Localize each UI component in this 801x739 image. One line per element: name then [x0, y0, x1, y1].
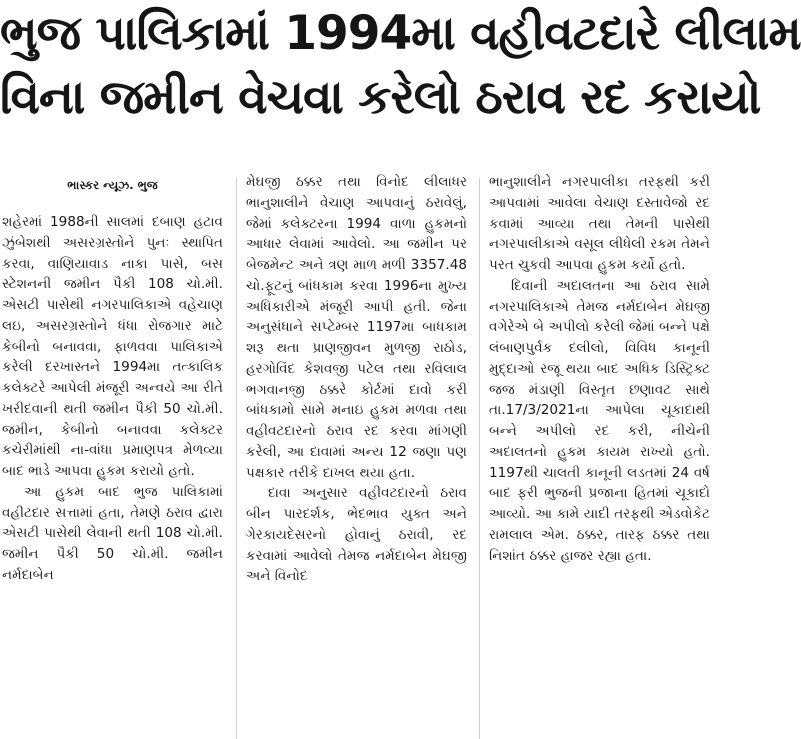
article-column-3: [489, 172, 710, 566]
paragraph: આ હુકમ બાદ ભુજ પાલિકામાં વહીટદાર સત્તામાં હતા, તેમણે ઠરાવ દ્વારા એસટી પાસેથી લેવાની થતી 108 ચો.મી. જમીન પૈકી 50 ચો.મી. જમીન નર્મદાબેન: [2, 483, 223, 583]
paragraph: ભાનુશાલીને નગરપાલીકા તરફથી કરી આપવામાં આવેલા વેચાણ દસ્તાવેજો રદ કવામાં આવ્યા તથા તેમની પાસેથી નગરપાલીકાએ વસૂલ લીધેલી રકમ તેમને પરત ચુકવી આપવા હુકમ કર્યો હતો.: [489, 174, 710, 273]
headline-line-2: વિના જમીન વેચવા કરેલો ઠરાવ રદ કરાયો: [0, 70, 761, 125]
article-column-2: [246, 172, 467, 587]
headline-line-1: ભુજ પાલિકામાં 1994મા વહીવટદારે લીલામ: [0, 6, 801, 61]
article-column-1: [2, 172, 223, 586]
headline: [0, 2, 801, 130]
paragraph: દિવાની અદાલતના આ ઠરાવ સામે નગરપાલિકાએ તેમજ નર્મદાબેન મેઘજી વગેરેએ બે અપીલો કરેલી જેમાં બન્ને પક્ષે લંબાણપુર્વક દલીલો, વિવિધ કાનૂની મુદ્દાઓ રજૂ થયા બાદ અધિક ડિસ્ટ્રિક્ટ જજ મંડાણી વિસ્તૃત છણાવટ સાથે તા.17/3/2021ના આપેલા ચૂકાદાથી બન્ને અપીલો રદ કરી, નીચેની અદાલતનો હુકમ કાયમ રાખ્યો હતો. 1197થી ચાલતી કાનૂની લડતમાં 24 વર્ષ બાદ ફરી ભુજની પ્રજાના હિતમાં ચૂકાદો આવ્યો. આ કામે યાદી તરફથી એડવોકેટ રામલાલ એમ. ઠક્કર, તારફ ઠક્કર તથા નિશાંત ઠક્કર હાજર રહ્યા હતા.: [489, 277, 710, 564]
paragraph: શહેરમાં 1988ની સાલમાં દબાણ હટાવ ઝુંબેશથી અસરગ્રસ્તોને પુનઃ સ્થાપિત કરવા, વાણિયાવાડ નાકા પાસે, બસ સ્ટેશનની જમીન પૈકી 108 ચો.મી. એસટી પાસેથી નગરપાલિકાએ વહેચાણ લઇ, અસરગ્રસ્તોને ધંધા રોજગાર માટે કેબીનો બનાવવા, ફાળવવા પાલિકાએ કરેલી દરખાસ્તને 1994મા તત્કાલિક કલેક્ટરે આપેલી મંજૂરી અન્વયે આ રીતે ખરીદવાની થતી જમીન પૈકી 50 ચો.મી. જમીન, કેબીનો બનાવવા કલેક્ટર કચેરીમાંથી ના-વાંધા પ્રમાણપત્ર મેળવ્યા બાદ ભાડે આપવા હુકમ કરાયો હતો.: [2, 214, 223, 479]
paragraph: દાવા અનુસાર વહીવટદારનો ઠરાવ બીન પારદર્શક, ભેદભાવ યુક્ત અને ગેરકાયદેસરનો હોવાનું ઠરાવી, રદ કરવામાં આવેલો તેમજ નર્મદાબેન મેઘજી અને વિનોદ: [246, 485, 467, 585]
byline: ભાસ્કર ન્યૂઝ. ભુજ: [67, 178, 158, 192]
column-divider: [479, 178, 480, 739]
paragraph: મેઘજી ઠક્કર તથા વિનોદ લીલાધર ભાનુશાલીને વેચાણ આપવાનું ઠરાવેલું, જેમાં કલેક્ટરના 1994 વાળા હુકમનો આધાર લેવામાં આવેલો. આ જમીન પર બેજમેન્ટ અને ત્રણ માળ મળી 3357.48 ચો.ફૂટનું બાંધકામ કરવા 1996ના મુખ્ય અધિકારીએ મંજૂરી આપી હતી. જેના અનુસંધાને સપ્ટેમ્બર 1197મા બાધકામ શરૂ થતા પ્રાણજીવન મુળજી રાઠોડ, હરગોવિંદ કેશવજી પટેલ તથા રવિલાલ ભગવાનજી ઠક્કરે કોર્ટમાં દાવો કરી બાંધકામો સામે મનાઇ હુકમ મળવા તથા વહીવટદારનો ઠરાવ રદ કરવા માંગણી કરેલી, આ દાવામાં અન્ય 12 જણા પણ પક્ષકાર તરીકે દાખલ થયા હતા.: [246, 174, 467, 481]
column-divider: [236, 178, 237, 739]
